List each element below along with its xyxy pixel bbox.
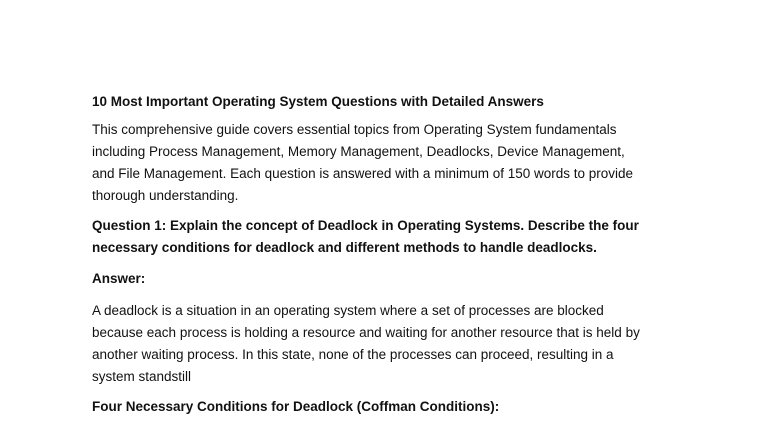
answer-paragraph [92, 300, 702, 388]
answer-line: system standstill [92, 369, 192, 384]
conditions-heading: Four Necessary Conditions for Deadlock (Coffman Conditions): [92, 399, 500, 414]
question-line: necessary conditions for deadlock and different methods to handle deadlocks. [92, 240, 597, 255]
document-title: 10 Most Important Operating System Questions with Detailed Answers [92, 94, 544, 109]
answer-line: because each process is holding a resource and waiting for another resource that is held by [92, 325, 640, 340]
intro-line: This comprehensive guide covers essential topics from Operating System fundamentals [92, 122, 617, 137]
intro-line: including Process Management, Memory Management, Deadlocks, Device Management, [92, 144, 625, 159]
question-1-heading [92, 215, 702, 259]
intro-line: thorough understanding. [92, 188, 239, 203]
answer-line: A deadlock is a situation in an operating system where a set of processes are blocked [92, 303, 604, 318]
intro-paragraph [92, 119, 702, 207]
intro-line: and File Management. Each question is answered with a minimum of 150 words to provide [92, 166, 634, 181]
answer-line: another waiting process. In this state, none of the processes can proceed, resulting in a [92, 347, 614, 362]
answer-label: Answer: [92, 271, 146, 286]
document-page [92, 93, 702, 418]
question-line: Question 1: Explain the concept of Deadlock in Operating Systems. Describe the four [92, 218, 639, 233]
